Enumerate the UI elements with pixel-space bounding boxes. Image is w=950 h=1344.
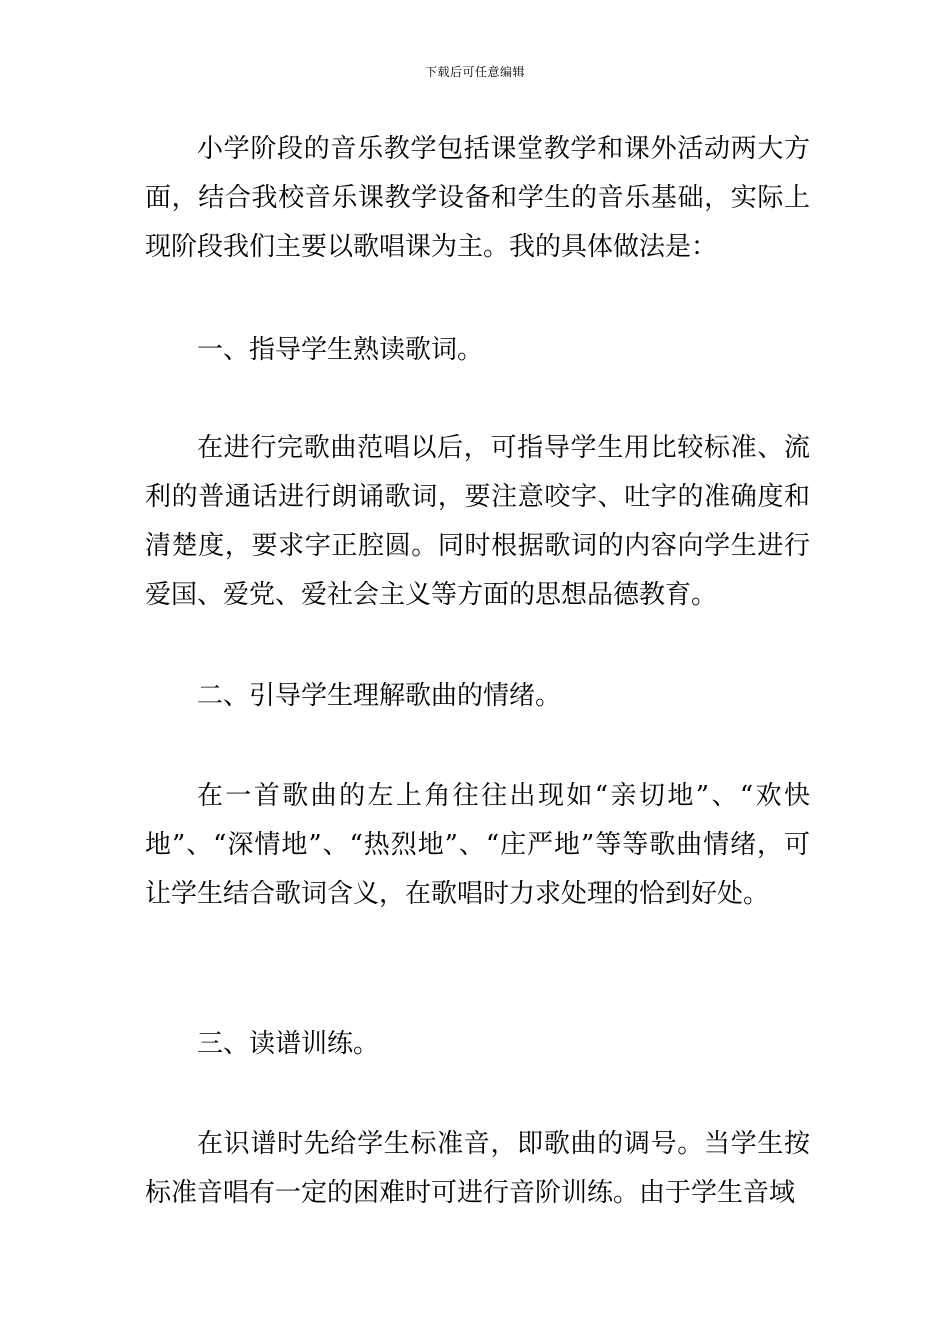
paragraph-intro: 小学阶段的音乐教学包括课堂教学和课外活动两大方面，结合我校音乐课教学设备和学生的音乐基础，实际上现阶段我们主要以歌唱课为主。我的具体做法是： <box>145 134 810 262</box>
section-heading-1: 一、指导学生熟读歌词。 <box>197 335 484 365</box>
paragraph-section-3: 在识谱时先给学生标准音，即歌曲的调号。当学生按标准音唱有一定的困难时可进行音阶训练。由于学生音域 <box>145 1129 810 1208</box>
section-heading-2: 二、引导学生理解歌曲的情绪。 <box>197 681 562 711</box>
paragraph-section-2: 在一首歌曲的左上角往往出现如“亲切地”、“欢快地”、“深情地”、“热烈地”、“庄严地”等等歌曲情绪，可让学生结合歌词含义，在歌唱时力求处理的恰到好处。 <box>145 781 810 909</box>
section-heading-3: 三、读谱训练。 <box>197 1029 380 1059</box>
page-header: 下载后可任意编辑 <box>424 65 525 79</box>
paragraph-section-1: 在进行完歌曲范唱以后，可指导学生用比较标准、流利的普通话进行朗诵歌词，要注意咬字、吐字的准确度和清楚度，要求字正腔圆。同时根据歌词的内容向学生进行爱国、爱党、爱社会主义等方面的思想品德教育。 <box>145 433 810 610</box>
